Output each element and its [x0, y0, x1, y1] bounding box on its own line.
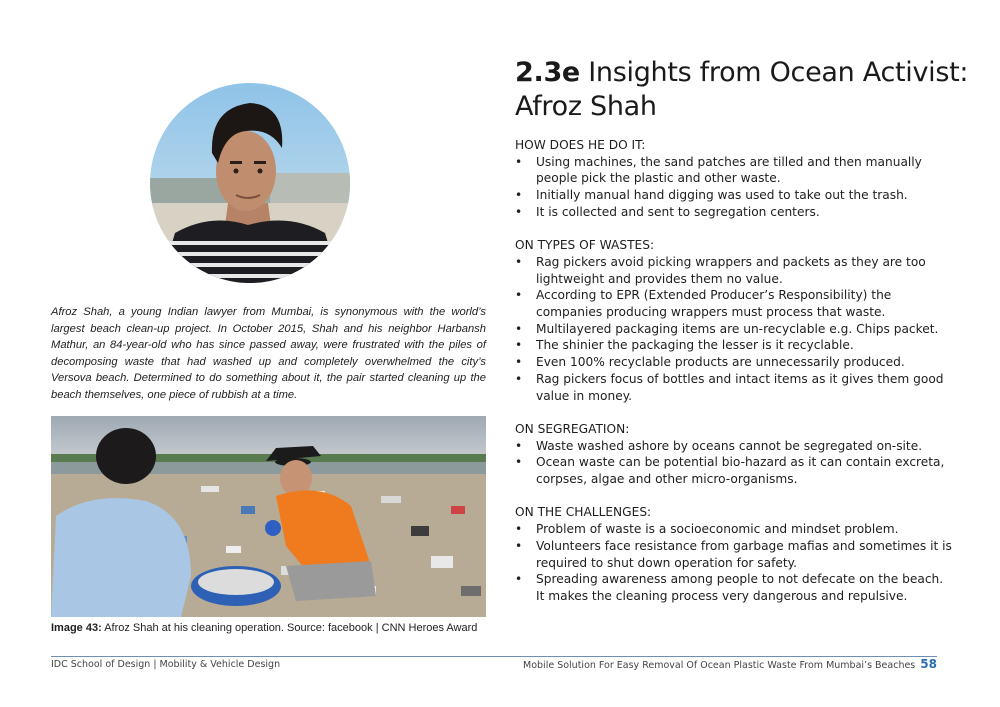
section-how [515, 137, 955, 221]
portrait-photo [150, 83, 350, 283]
section-heading: ON SEGREGATION: [515, 421, 630, 436]
bullet-item [515, 254, 955, 287]
section-heading: ON TYPES OF WASTES: [515, 238, 655, 253]
bullet-text: Rag pickers avoid picking wrappers and packets as they are too lightweight and provides them no value. [536, 254, 926, 286]
page-title [515, 56, 975, 124]
bullet-icon: • [515, 154, 523, 169]
bullet-item [515, 154, 955, 187]
bullet-item [515, 454, 955, 487]
section-number: 2.3e [515, 57, 580, 88]
bullet-list [515, 254, 955, 404]
bullet-icon: • [515, 355, 523, 370]
footer-institution: IDC School of Design | Mobility & Vehicle Design [51, 659, 281, 670]
insights-content [515, 137, 955, 621]
bullet-text: Volunteers face resistance from garbage mafias and sometimes it is required to shut down operation for safety. [536, 538, 952, 570]
bullet-icon: • [515, 188, 523, 203]
section-heading: ON THE CHALLENGES: [515, 505, 652, 520]
bullet-list [515, 438, 955, 488]
bullet-item [515, 538, 955, 571]
bullet-text: Problem of waste is a socioeconomic and mindset problem. [536, 522, 899, 537]
bullet-icon: • [515, 455, 523, 470]
caption-label: Image 43: [51, 622, 102, 634]
section-wastes [515, 237, 955, 404]
bullet-text: Initially manual hand digging was used to take out the trash. [536, 188, 908, 203]
footer-project [523, 657, 937, 671]
bullet-text: Waste washed ashore by oceans cannot be segregated on-site. [536, 438, 923, 453]
bullet-item [515, 571, 955, 604]
bullet-text: The shinier the packaging the lesser is it recyclable. [536, 338, 854, 353]
footer-project-title: Mobile Solution For Easy Removal Of Ocean Plastic Waste From Mumbai’s Beaches [523, 660, 916, 671]
bullet-icon: • [515, 438, 523, 453]
bullet-icon: • [515, 288, 523, 303]
section-segregation [515, 421, 955, 488]
bullet-icon: • [515, 572, 523, 587]
page-number: 58 [920, 657, 937, 671]
caption-text: Afroz Shah at his cleaning operation. Source: facebook | CNN Heroes Award [104, 622, 478, 634]
bullet-item [515, 204, 955, 221]
bullet-text: Ocean waste can be potential bio-hazard as it can contain excreta, corpses, algae and other micro-organisms. [536, 455, 945, 487]
image-caption [51, 622, 491, 634]
bullet-icon: • [515, 371, 523, 386]
bullet-text: Rag pickers focus of bottles and intact items as it gives them good value in money. [536, 371, 944, 403]
bio-paragraph: Afroz Shah, a young Indian lawyer from Mumbai, is synonymous with the world’s largest beach clean-up project. In October 2015, Shah and his neighbor Harbansh Mathur, an 84-year-old who has since passed away, were frustrated with the piles of decomposing waste that had washed up and completely overwhelmed the city’s Versova beach. Determined to do something about it, the pair started cleaning up the beach themselves, one piece of rubbish at a time. [51, 306, 486, 401]
bullet-icon: • [515, 522, 523, 537]
bullet-item [515, 187, 955, 204]
bullet-item [515, 321, 955, 338]
bullet-item [515, 521, 955, 538]
bullet-icon: • [515, 338, 523, 353]
bullet-text: Multilayered packaging items are un-recyclable e.g. Chips packet. [536, 321, 939, 336]
bullet-text: Spreading awareness among people to not defecate on the beach. It makes the cleaning process very dangerous and repulsive. [536, 572, 944, 603]
bullet-icon: • [515, 538, 523, 553]
bullet-list [515, 521, 955, 605]
bullet-item [515, 337, 955, 354]
bullet-text: Even 100% recyclable products are unnecessarily produced. [536, 355, 905, 370]
bullet-text: It is collected and sent to segregation centers. [536, 204, 820, 219]
section-challenges [515, 504, 955, 604]
portrait-illustration [150, 83, 350, 283]
bullet-text: According to EPR (Extended Producer’s Responsibility) the companies producing wrappers must process that waste. [536, 288, 892, 320]
bullet-text: Using machines, the sand patches are tilled and then manually people pick the plastic and other waste. [536, 154, 922, 186]
title-text: Insights from Ocean Activist: Afroz Shah [515, 57, 969, 122]
bullet-item [515, 438, 955, 455]
bullet-list [515, 154, 955, 221]
bullet-icon: • [515, 254, 523, 269]
beach-cleanup-illustration [51, 416, 486, 617]
section-heading: HOW DOES HE DO IT: [515, 138, 646, 152]
bullet-item [515, 287, 955, 320]
bullet-item [515, 354, 955, 371]
beach-cleanup-photo [51, 416, 486, 617]
bullet-icon: • [515, 204, 523, 219]
bullet-icon: • [515, 321, 523, 336]
bullet-item [515, 371, 955, 404]
